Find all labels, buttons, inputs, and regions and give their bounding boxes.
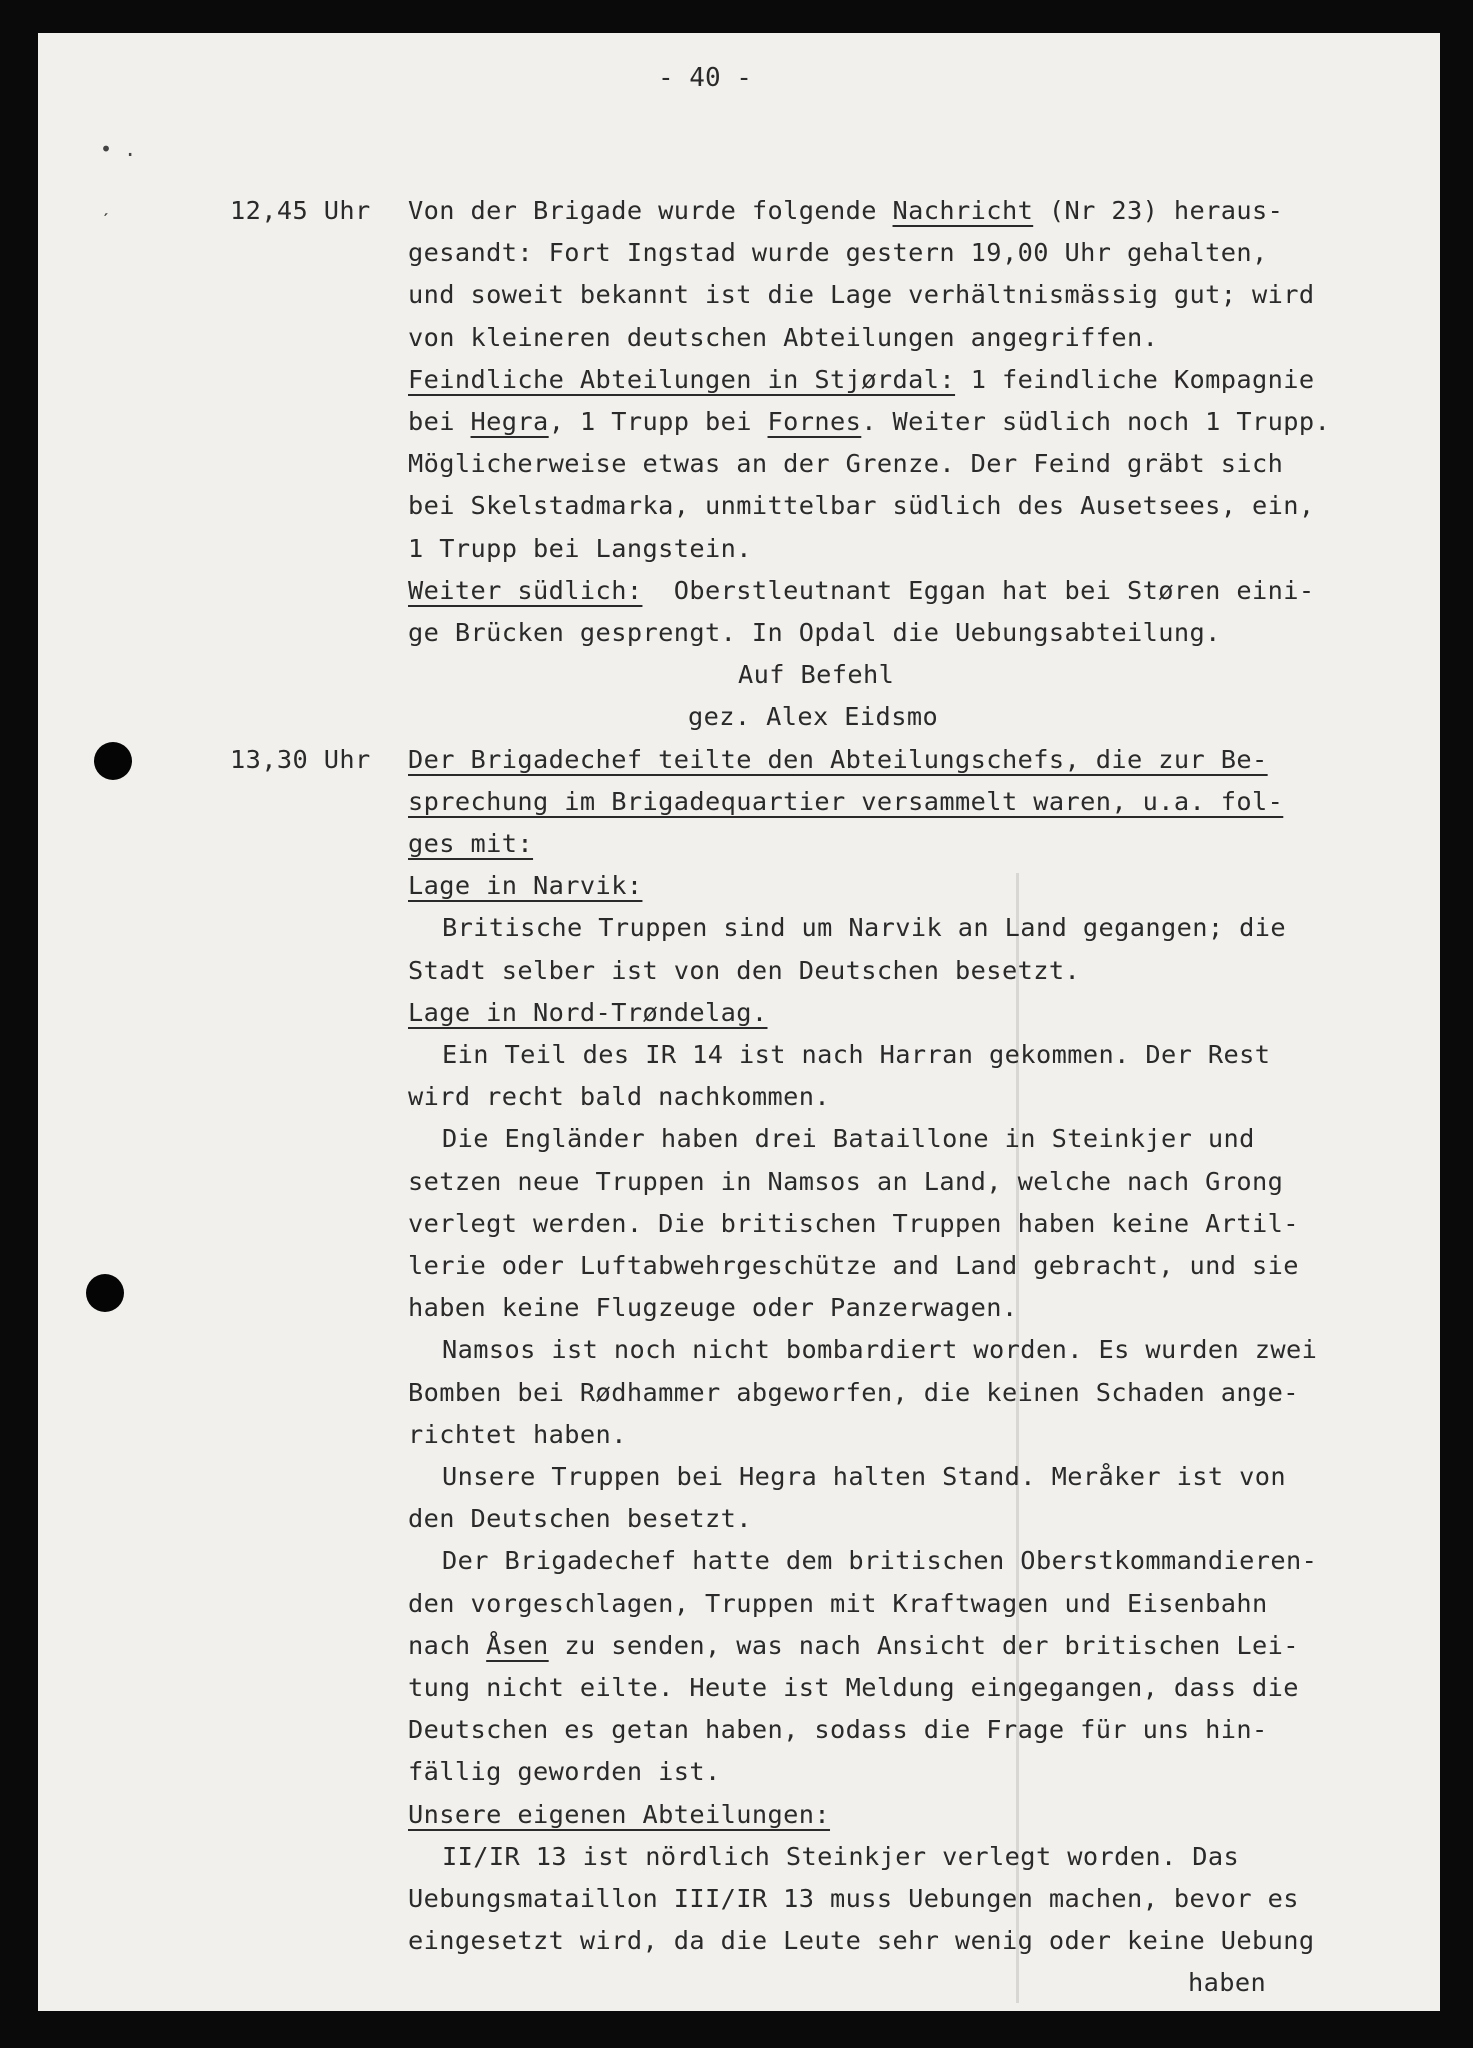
text-run: II/IR 13 ist nördlich Steinkjer verlegt worden. Das — [442, 1841, 1240, 1871]
text-run: 1 Trupp bei Langstein. — [408, 533, 752, 563]
text-line — [408, 274, 1315, 316]
underlined-text: Nachricht — [892, 196, 1034, 225]
text-line — [442, 1329, 1317, 1371]
text-line — [408, 865, 642, 907]
text-run: Unsere Truppen bei Hegra halten Stand. Meråker ist von — [442, 1462, 1287, 1491]
text-run: Möglicherweise etwas an der Grenze. Der Feind gräbt sich — [408, 449, 1284, 479]
text-run: Bomben bei Rødhammer abgeworfen, die keinen Schaden ange- — [408, 1377, 1299, 1407]
text-run: Von der Brigade wurde folgende — [408, 196, 893, 225]
text-run: Ein Teil des IR 14 ist nach Harran gekommen. Der Rest — [442, 1040, 1271, 1069]
text-line — [442, 1456, 1286, 1498]
text-line — [442, 1118, 1255, 1160]
text-line — [408, 359, 1315, 401]
underlined-text: Weiter südlich: — [408, 575, 643, 605]
underlined-text: Der Brigadechef teilte den Abteilungschefs, die zur Be- — [408, 744, 1268, 774]
text-line — [408, 950, 1080, 992]
text-line — [408, 1583, 1268, 1625]
underlined-text: Åsen — [486, 1630, 549, 1660]
text-run: bei Skelstadmarka, unmittelbar südlich des Ausetsees, ein, — [408, 491, 1315, 521]
text-run: haben keine Flugzeuge oder Panzerwagen. — [408, 1293, 1018, 1323]
text-run: Uebungsmataillon III/IR 13 muss Uebungen machen, bevor es — [408, 1884, 1299, 1913]
text-run: zu senden, was nach Ansicht der britischen Lei- — [548, 1630, 1299, 1660]
text-line — [1188, 1962, 1266, 2004]
text-line — [408, 823, 533, 865]
text-run: Auf Befehl — [738, 660, 895, 690]
text-line — [408, 1667, 1299, 1709]
text-run: setzen neue Truppen in Namsos an Land, welche nach Grong — [408, 1166, 1284, 1196]
text-line — [408, 1372, 1299, 1414]
text-line — [408, 401, 1330, 443]
text-run: 1 feindliche Kompagnie — [955, 364, 1315, 394]
text-line — [408, 1751, 721, 1793]
text-line — [442, 1836, 1239, 1878]
text-run: tung nicht eilte. Heute ist Meldung eingegangen, dass die — [408, 1673, 1299, 1702]
underlined-text: Lage in Nord-Trøndelag. — [408, 997, 768, 1027]
text-line — [408, 528, 752, 570]
punch-hole-top — [94, 742, 132, 780]
text-line — [408, 1287, 1018, 1329]
text-run: gez. Alex Eidsmo — [688, 702, 939, 732]
text-line — [408, 1245, 1299, 1287]
margin-dots: • . — [100, 137, 137, 161]
underlined-text: Unsere eigenen Abteilungen: — [408, 1799, 831, 1829]
text-run: bei — [408, 407, 471, 436]
document-page — [38, 33, 1440, 2011]
text-line — [408, 190, 1283, 232]
text-run: Britische Truppen sind um Narvik an Land gegangen; die — [442, 913, 1287, 943]
text-line — [408, 1709, 1268, 1751]
margin-tick: ˊ — [100, 209, 113, 233]
punch-hole-bottom — [86, 1274, 124, 1312]
text-run: Die Engländer haben drei Bataillone in Steinkjer und — [442, 1124, 1255, 1154]
page-number: - 40 - — [658, 63, 752, 93]
text-line — [408, 1414, 627, 1456]
underlined-text: Feindliche Abteilungen in Stjørdal: — [408, 364, 956, 394]
text-run: (Nr 23) heraus- — [1033, 196, 1284, 225]
text-run: richtet haben. — [408, 1419, 627, 1449]
text-run: den vorgeschlagen, Truppen mit Kraftwagen und Eisenbahn — [408, 1588, 1268, 1618]
text-line — [408, 317, 1158, 359]
text-run: Der Brigadechef hatte dem britischen Oberstkommandieren- — [442, 1546, 1318, 1576]
text-run: ge Brücken gesprengt. In Opdal die Uebungsabteilung. — [408, 618, 1221, 647]
text-line — [408, 485, 1315, 527]
text-run: fällig geworden ist. — [408, 1757, 721, 1787]
text-run: verlegt werden. Die britischen Truppen haben keine Artil- — [408, 1208, 1299, 1238]
text-line — [408, 1498, 752, 1540]
text-line — [408, 1794, 830, 1836]
text-line — [408, 992, 768, 1034]
text-line — [738, 654, 894, 696]
text-line — [442, 1034, 1270, 1076]
text-run: Deutschen es getan haben, sodass die Frage für uns hin- — [408, 1715, 1268, 1745]
underlined-text: Fornes — [767, 407, 862, 436]
text-run: Oberstleutnant Eggan hat bei Støren eini- — [642, 575, 1315, 605]
underlined-text: Lage in Narvik: — [408, 871, 643, 901]
text-line — [408, 612, 1221, 654]
entry-time: 12,45 Uhr — [230, 196, 371, 225]
text-line — [442, 907, 1286, 949]
text-run: und soweit bekannt ist die Lage verhältnismässig gut; wird — [408, 280, 1315, 310]
text-line — [408, 443, 1283, 485]
text-run: haben — [1188, 1968, 1267, 1998]
text-run: gesandt: Fort Ingstad wurde gestern 19,00 Uhr gehalten, — [408, 238, 1268, 268]
text-line — [408, 570, 1315, 612]
entry-time: 13,30 Uhr — [230, 744, 371, 774]
text-line — [408, 1076, 830, 1118]
text-run: von kleineren deutschen Abteilungen angegriffen. — [408, 322, 1159, 352]
underlined-text: sprechung im Brigadequartier versammelt waren, u.a. fol- — [408, 786, 1284, 816]
text-run: , 1 Trupp bei — [548, 407, 768, 436]
text-run: eingesetzt wird, da die Leute sehr wenig oder keine Uebung — [408, 1926, 1315, 1956]
text-run: . Weiter südlich noch 1 Trupp. — [861, 407, 1331, 436]
text-line — [408, 1878, 1299, 1920]
text-line — [408, 1625, 1299, 1667]
text-run: Stadt selber ist von den Deutschen besetzt. — [408, 955, 1081, 985]
text-line — [408, 1203, 1299, 1245]
text-line — [688, 696, 938, 738]
text-line — [408, 781, 1283, 823]
underlined-text: Hegra — [470, 407, 549, 436]
text-line — [408, 232, 1268, 274]
text-line — [408, 739, 1268, 781]
text-run: lerie oder Luftabwehrgeschütze and Land gebracht, und sie — [408, 1251, 1299, 1280]
text-line — [408, 1161, 1283, 1203]
text-line — [408, 1920, 1315, 1962]
text-run: wird recht bald nachkommen. — [408, 1082, 831, 1112]
text-run: den Deutschen besetzt. — [408, 1504, 752, 1534]
text-line — [442, 1540, 1317, 1582]
underlined-text: ges mit: — [408, 829, 534, 858]
text-run: nach — [408, 1630, 487, 1660]
text-run: Namsos ist noch nicht bombardiert worden. Es wurden zwei — [442, 1335, 1318, 1365]
